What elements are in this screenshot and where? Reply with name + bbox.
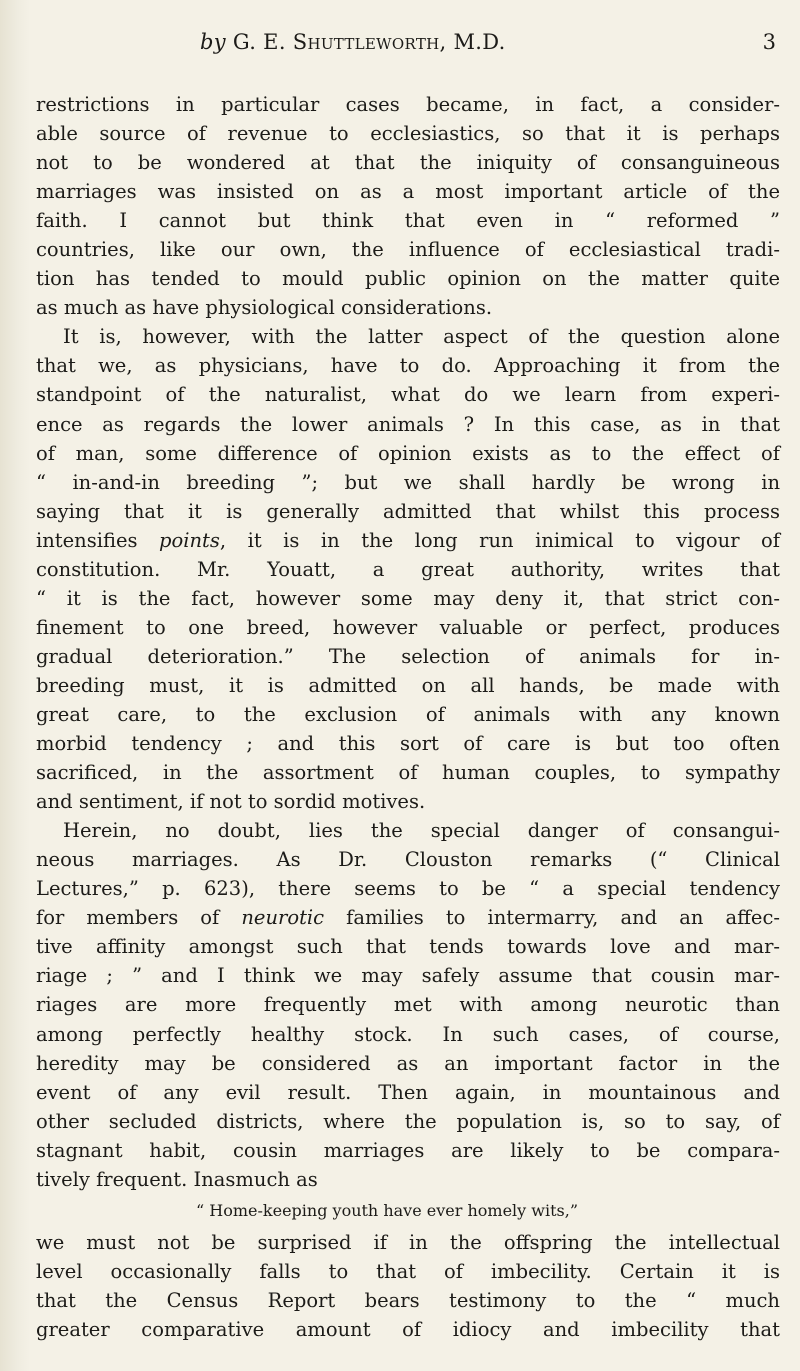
- text-line: ence as regards the lower animals ? In this case, as in that: [36, 412, 780, 436]
- text-line: It is, however, with the latter aspect of the question alone: [63, 325, 780, 349]
- text-run: families to intermarry, and an affec-: [324, 906, 780, 930]
- text-line: that we, as physicians, have to do. Approaching it from the: [36, 354, 780, 378]
- text-run: , it is in the long run inimical to vigour of: [219, 528, 780, 552]
- text-line: countries, like our own, the influence of ecclesiastical tradi-: [36, 238, 780, 262]
- running-head-author: G. E. Shuttleworth, M.D.: [232, 30, 506, 54]
- text-line: of man, some difference of opinion exists as to the effect of: [36, 441, 780, 465]
- text-line: stagnant habit, cousin marriages are likely to be compara-: [36, 1138, 780, 1162]
- text-line: greater comparative amount of idiocy and imbecility that: [36, 1317, 780, 1341]
- text-line: [36, 526, 780, 555]
- text-line: tion has tended to mould public opinion on the matter quite: [36, 267, 780, 291]
- text-line: able source of revenue to ecclesiastics, so that it is perhaps: [36, 122, 780, 146]
- text-line: constitution. Mr. Youatt, a great authority, writes that: [36, 557, 780, 581]
- running-head: [200, 30, 506, 54]
- text-line: neous marriages. As Dr. Clouston remarks (“ Clinical: [36, 848, 780, 872]
- text-line: riages are more frequently met with among neurotic than: [36, 993, 780, 1017]
- text-line: riage ; ” and I think we may safely assume that cousin mar-: [36, 964, 780, 988]
- text-line: [36, 903, 780, 932]
- text-line: restrictions in particular cases became, in fact, a consider-: [36, 93, 780, 116]
- body-text: [36, 90, 780, 1344]
- text-line: among perfectly healthy stock. In such cases, of course,: [36, 1022, 780, 1046]
- running-head-by: by: [200, 30, 226, 54]
- text-line: that the Census Report bears testimony to the “ much: [36, 1288, 780, 1312]
- text-line: marriages was insisted on as a most important article of the: [36, 180, 780, 204]
- text-line: gradual deterioration.” The selection of animals for in-: [36, 644, 780, 668]
- text-line: not to be wondered at that the iniquity of consanguineous: [36, 151, 780, 175]
- text-run: intensifies: [36, 528, 160, 552]
- text-line: as much as have physiological considerations.: [36, 296, 493, 320]
- text-line: event of any evil result. Then again, in mountainous and: [36, 1080, 780, 1104]
- text-run: for members of: [36, 906, 242, 930]
- text-line: “ it is the fact, however some may deny it, that strict con-: [36, 586, 780, 610]
- text-line: level occasionally falls to that of imbecility. Certain it is: [36, 1259, 780, 1283]
- text-line: tive affinity amongst such that tends towards love and mar-: [36, 935, 780, 959]
- text-line: finement to one breed, however valuable or perfect, produces: [36, 615, 780, 639]
- page-number: 3: [762, 30, 776, 54]
- text-line: morbid tendency ; and this sort of care is but too often: [36, 732, 780, 756]
- text-line: great care, to the exclusion of animals with any known: [36, 702, 780, 726]
- text-line: and sentiment, if not to sordid motives.: [36, 790, 426, 814]
- text-line: Herein, no doubt, lies the special danger of consangui-: [63, 819, 780, 843]
- text-line: other secluded districts, where the population is, so to say, of: [36, 1109, 780, 1133]
- text-line: heredity may be considered as an important factor in the: [36, 1051, 780, 1075]
- text-line: breeding must, it is admitted on all hands, be made with: [36, 673, 780, 697]
- page-header: [200, 30, 776, 64]
- italic-text: points: [159, 528, 220, 552]
- text-line: saying that it is generally admitted that whilst this process: [36, 499, 780, 523]
- italic-text: neurotic: [241, 906, 325, 930]
- block-quote: “ Home-keeping youth have ever homely wits,”: [196, 1200, 579, 1220]
- text-line: tively frequent. Inasmuch as: [36, 1167, 318, 1191]
- text-line: faith. I cannot but think that even in “ reformed ”: [36, 209, 780, 233]
- text-line: standpoint of the naturalist, what do we learn from experi-: [36, 383, 780, 407]
- text-line: sacrificed, in the assortment of human couples, to sympathy: [36, 761, 780, 785]
- text-line: we must not be surprised if in the offspring the intellectual: [36, 1230, 780, 1254]
- text-line: Lectures,” p. 623), there seems to be “ a special tendency: [36, 877, 780, 901]
- text-line: “ in-and-in breeding ”; but we shall hardly be wrong in: [36, 470, 780, 494]
